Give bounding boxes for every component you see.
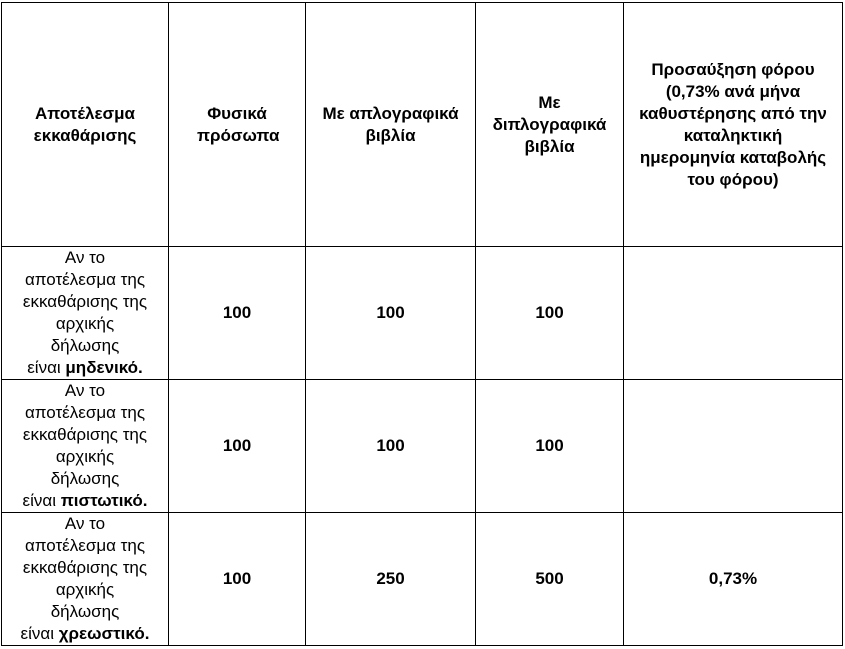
header-single-entry-books: Με απλογραφικά βιβλία xyxy=(306,3,476,247)
outcome-result-zero: μηδενικό. xyxy=(65,358,143,377)
single-entry-value: 250 xyxy=(306,513,476,646)
outcome-final-line xyxy=(5,490,165,512)
outcome-line: αποτέλεσμα της xyxy=(24,270,146,289)
outcome-cell xyxy=(2,513,169,646)
table-row xyxy=(2,380,843,513)
outcome-line: δήλωσης xyxy=(50,602,120,621)
surcharge-value xyxy=(624,380,843,513)
outcome-verb: είναι xyxy=(27,358,66,377)
double-entry-value: 100 xyxy=(476,380,624,513)
outcome-verb: είναι xyxy=(20,624,59,643)
table-row xyxy=(2,513,843,646)
outcome-line: αρχικής xyxy=(55,580,115,599)
outcome-line: εκκαθάρισης της xyxy=(22,425,148,444)
outcome-line: εκκαθάρισης της xyxy=(22,292,148,311)
outcome-line: αποτέλεσμα της xyxy=(24,536,146,555)
penalty-table xyxy=(1,2,843,646)
single-entry-value: 100 xyxy=(306,380,476,513)
double-entry-value: 500 xyxy=(476,513,624,646)
outcome-line: εκκαθάρισης της xyxy=(22,558,148,577)
header-tax-surcharge: Προσαύξηση φόρου (0,73% ανά μήνα καθυστέρησης από την καταληκτική ημερομηνία καταβολής του φόρου) xyxy=(624,3,843,247)
outcome-final-line xyxy=(5,623,165,645)
table-row xyxy=(2,247,843,380)
header-outcome: Αποτέλεσμα εκκαθάρισης xyxy=(2,3,169,247)
table-header-row xyxy=(2,3,843,247)
outcome-line: Αν το xyxy=(64,381,106,400)
individuals-value: 100 xyxy=(169,513,306,646)
outcome-result-debit: χρεωστικό. xyxy=(58,624,150,643)
outcome-line: δήλωσης xyxy=(50,336,120,355)
individuals-value: 100 xyxy=(169,380,306,513)
outcome-cell xyxy=(2,380,169,513)
single-entry-value: 100 xyxy=(306,247,476,380)
header-individuals: Φυσικά πρόσωπα xyxy=(169,3,306,247)
outcome-line: δήλωσης xyxy=(50,469,120,488)
outcome-line: αποτέλεσμα της xyxy=(24,403,146,422)
surcharge-value: 0,73% xyxy=(624,513,843,646)
outcome-final-line xyxy=(5,357,165,379)
header-double-entry-books: Με διπλογραφικά βιβλία xyxy=(476,3,624,247)
outcome-verb: είναι xyxy=(22,491,61,510)
outcome-cell xyxy=(2,247,169,380)
individuals-value: 100 xyxy=(169,247,306,380)
outcome-line: αρχικής xyxy=(55,314,115,333)
outcome-line: Αν το xyxy=(64,514,106,533)
outcome-line: αρχικής xyxy=(55,447,115,466)
outcome-line: Αν το xyxy=(64,248,106,267)
outcome-result-credit: πιστωτικό. xyxy=(60,491,148,510)
double-entry-value: 100 xyxy=(476,247,624,380)
surcharge-value xyxy=(624,247,843,380)
